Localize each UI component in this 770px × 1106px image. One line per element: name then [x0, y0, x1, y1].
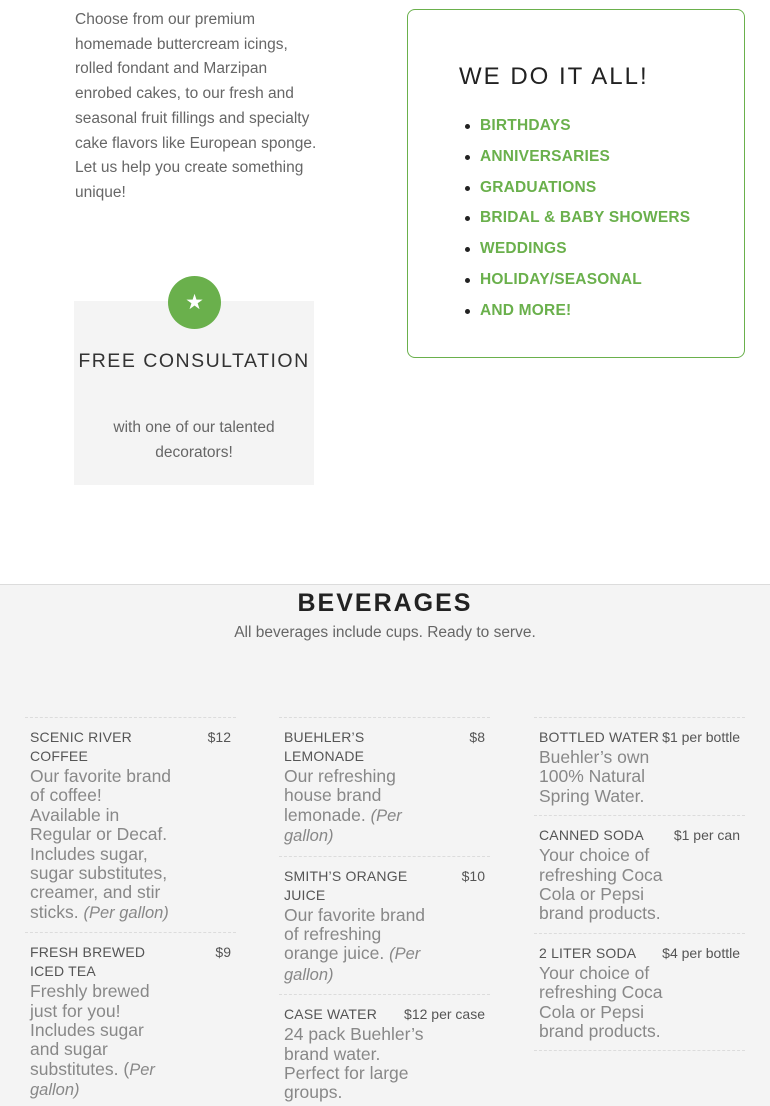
item-note: (Per gallon): [83, 903, 169, 922]
item-price: $12: [207, 729, 231, 745]
menu-item: [534, 815, 745, 933]
item-description: Your choice of refreshing Coca Cola or Pepsi brand products.: [539, 845, 663, 924]
item-price: $8: [469, 729, 485, 745]
occasions-title: WE DO IT ALL!: [459, 63, 649, 90]
menu-item: [25, 717, 236, 932]
intro-paragraph: Choose from our premium homemade buttercream icings, rolled fondant and Marzipan enrobed cakes, to our fresh and seasonal fruit fillings and specialty cake flavors like European sponge. Let us help you create something unique!: [75, 11, 317, 201]
menu-item: [279, 717, 490, 856]
item-description-text: Our favorite brand of coffee! Available in Regular or Decaf. Includes sugar, sugar substitutes, creamer, and stir sticks.: [30, 766, 172, 922]
item-name: SMITH’S ORANGE JUICE: [284, 867, 408, 903]
item-description-text: Our favorite brand of refreshing orange juice.: [284, 904, 426, 964]
item-price: $10: [461, 867, 485, 884]
menu-column-2: [279, 717, 490, 1106]
item-name: CANNED SODA: [539, 827, 644, 844]
item-name: BOTTLED WATER: [539, 729, 660, 745]
occasion-item: HOLIDAY/SEASONAL: [480, 265, 690, 296]
item-description: [30, 982, 175, 1100]
star-icon: ★: [168, 276, 221, 329]
beverages-subtitle: All beverages include cups. Ready to serve.: [234, 624, 536, 641]
occasion-item: GRADUATIONS: [480, 173, 690, 204]
item-name: 2 LITER SODA: [539, 944, 637, 961]
item-price: $9: [215, 944, 231, 961]
item-description: 24 pack Buehler’s brand water. Perfect for large groups.: [284, 1024, 424, 1103]
occasion-item: WEDDINGS: [480, 234, 690, 265]
item-price: $4 per bottle: [662, 944, 740, 961]
occasions-card: [407, 9, 745, 358]
menu-item: [534, 717, 745, 815]
item-note: Per gallon): [30, 1060, 155, 1100]
item-description-text: Our refreshing house brand lemonade.: [284, 766, 396, 825]
occasion-item: BIRTHDAYS: [480, 111, 690, 142]
menu-item: [25, 932, 236, 1106]
item-price: $1 per bottle: [662, 729, 740, 745]
item-name: CASE WATER: [284, 1006, 378, 1023]
occasions-list: [480, 111, 690, 327]
consultation-subtitle: with one of our talented decorators!: [113, 419, 275, 461]
item-note: (Per gallon): [284, 945, 421, 984]
consultation-title: FREE CONSULTATION: [78, 350, 310, 372]
item-price: $1 per can: [673, 827, 740, 844]
occasion-item: ANNIVERSARIES: [480, 142, 690, 173]
menu-item: [534, 933, 745, 1052]
item-description: [284, 906, 429, 986]
item-name: FRESH BREWED ICED TEA: [30, 944, 146, 980]
item-name: SCENIC RIVER COFFEE: [30, 729, 132, 764]
menu-column-1: [25, 717, 236, 1106]
item-price: $12 per case: [404, 1006, 485, 1023]
beverages-section: [0, 584, 770, 1106]
menu-column-3: [534, 717, 745, 1051]
item-description: Your choice of refreshing Coca Cola or Pepsi brand products.: [539, 962, 663, 1042]
consultation-card: [74, 291, 314, 485]
item-description: Buehler’s own 100% Natural Spring Water.: [539, 747, 650, 806]
menu-item: [279, 856, 490, 995]
item-note: (Per gallon): [284, 806, 402, 846]
occasion-item: BRIDAL & BABY SHOWERS: [480, 203, 690, 234]
item-description: [284, 767, 429, 847]
menu-item: [279, 994, 490, 1106]
item-description-text: Freshly brewed just for you! Includes sugar and sugar substitutes. (: [30, 981, 150, 1079]
item-description: [30, 767, 175, 923]
item-name: BUEHLER’S LEMONADE: [284, 729, 365, 764]
occasion-item: AND MORE!: [480, 296, 690, 327]
beverages-title: BEVERAGES: [297, 589, 473, 617]
